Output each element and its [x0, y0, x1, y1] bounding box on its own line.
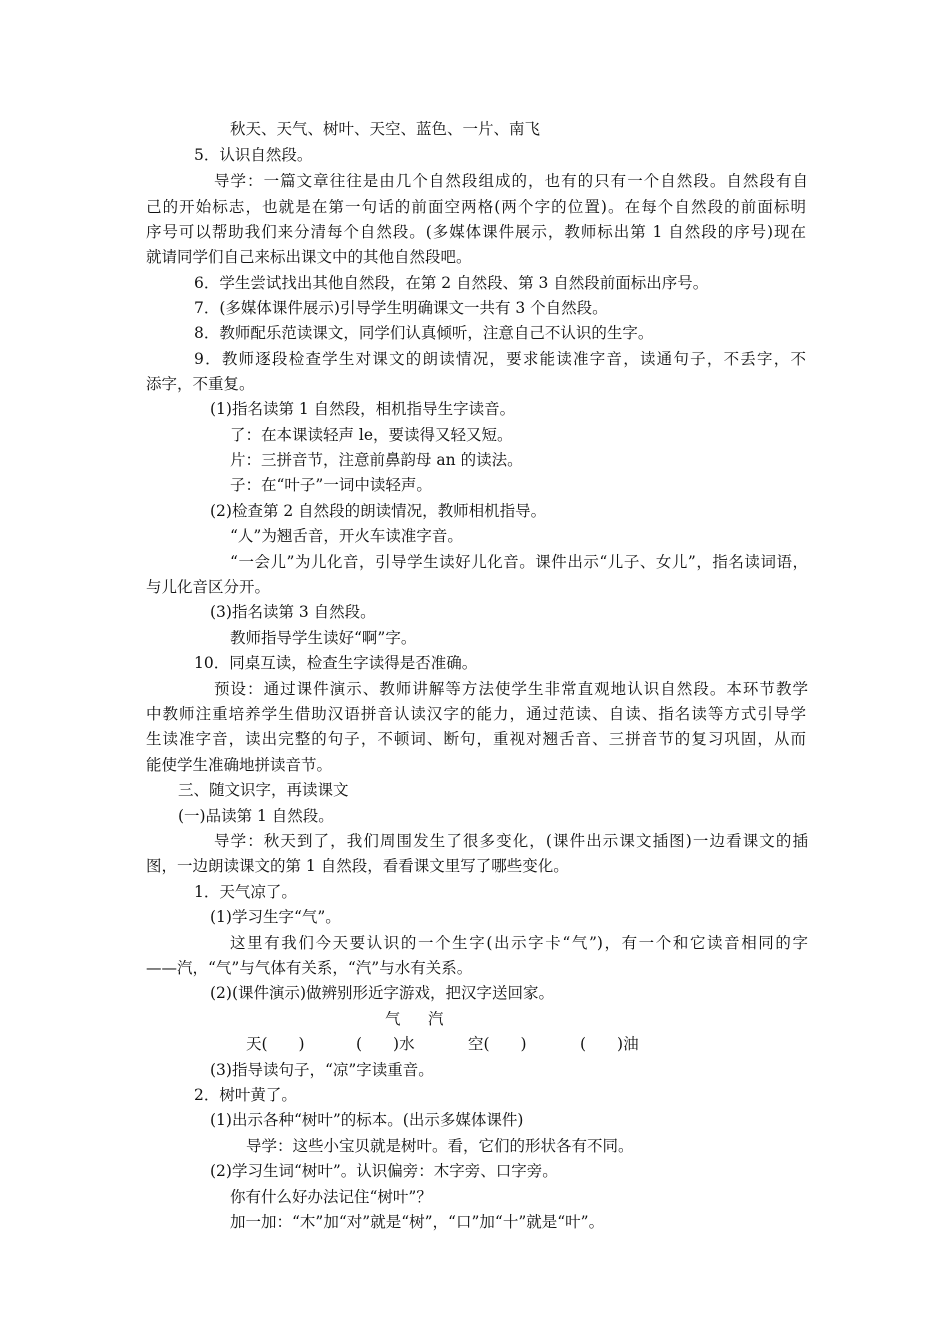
note-line: 了：在本课读轻声 le，要读得又轻又短。 — [230, 426, 513, 444]
step-1: 1．天气凉了。 — [194, 883, 297, 901]
sub-item: (2)检查第 2 自然段的朗读情况，教师相机指导。 — [210, 502, 547, 520]
game-blank: 空( ) — [468, 1035, 527, 1053]
step-8: 8．教师配乐范读课文，同学们认真倾听，注意自己不认识的生字。 — [194, 324, 654, 342]
game-blank: ( )水 — [356, 1035, 415, 1053]
note-line: 你有什么好办法记住“树叶”？ — [230, 1188, 432, 1206]
guide-line: 图，一边朗读课文的第 1 自然段，看看课文里写了哪些变化。 — [146, 857, 569, 875]
note-line: 导学：这些小宝贝就是树叶。看，它们的形状各有不同。 — [246, 1137, 634, 1155]
paragraph-line: 导学：一篇文章往往是由几个自然段组成的，也有的只有一个自然段。自然段有自 — [214, 172, 808, 190]
preset-line: 预设：通过课件演示、教师讲解等方法使学生非常直观地认识自然段。本环节教学 — [214, 680, 808, 698]
guide-line: 导学：秋天到了，我们周围发生了很多变化，(课件出示课文插图)一边看课文的插 — [214, 832, 808, 850]
note-line: 片：三拼音节，注意前鼻韵母 an 的读法。 — [230, 451, 523, 469]
preset-line: 能使学生准确地拼读音节。 — [146, 756, 333, 774]
sub-item: (3)指名读第 3 自然段。 — [210, 603, 376, 621]
note-line: 这里有我们今天要认识的一个生字(出示字卡“气”)，有一个和它读音相同的字 — [230, 934, 808, 952]
paragraph-line: 己的开始标志，也就是在第一句话的前面空两格(两个字的位置)。在每个自然段的前面标明 — [146, 198, 806, 216]
vocab-line: 秋天、天气、树叶、天空、蓝色、一片、南飞 — [230, 120, 541, 138]
step-7: 7．(多媒体课件展示)引导学生明确课文一共有 3 个自然段。 — [194, 299, 608, 317]
sub-item: (1)学习生字“气”。 — [210, 908, 341, 926]
note-line: “一会儿”为儿化音，引导学生读好儿化音。课件出示“儿子、女儿”，指名读词语， — [230, 553, 808, 571]
note-line: 加一加：“木”加“对”就是“树”，“口”加“十”就是“叶”。 — [230, 1213, 605, 1231]
step-2: 2．树叶黄了。 — [194, 1086, 297, 1104]
section-heading: 三、随文识字，再读课文 — [178, 781, 349, 799]
paragraph-line: 序号可以帮助我们来分清每个自然段。(多媒体课件展示，教师标出第 1 自然段的序号)现在 — [146, 223, 806, 241]
preset-line: 生读准字音，读出完整的句子，不顿词、断句，重视对翘舌音、三拼音节的复习巩固，从而 — [146, 730, 806, 748]
step-6: 6．学生尝试找出其他自然段，在第 2 自然段、第 3 自然段前面标出序号。 — [194, 274, 709, 292]
game-blank: ( )油 — [580, 1035, 639, 1053]
game-char-qi-steam: 汽 — [428, 1010, 444, 1028]
sub-item: (2)学习生词“树叶”。认识偏旁：木字旁、口字旁。 — [210, 1162, 558, 1180]
preset-line: 中教师注重培养学生借助汉语拼音认读汉字的能力，通过范读、自读、指名读等方式引导学 — [146, 705, 806, 723]
game-blank: 天( ) — [246, 1035, 305, 1053]
sub-item: (1)出示各种“树叶”的标本。(出示多媒体课件) — [210, 1111, 524, 1129]
sub-item: (1)指名读第 1 自然段，相机指导生字读音。 — [210, 400, 516, 418]
note-line: “人”为翘舌音，开火车读准字音。 — [230, 527, 463, 545]
note-line: 子：在“叶子”一词中读轻声。 — [230, 476, 432, 494]
note-line: 教师指导学生读好“啊”字。 — [230, 629, 417, 647]
paragraph-line: 与儿化音区分开。 — [146, 578, 271, 596]
step-10: 10．同桌互读，检查生字读得是否准确。 — [194, 654, 478, 672]
game-char-qi: 气 — [385, 1010, 401, 1028]
step-5: 5．认识自然段。 — [194, 146, 313, 164]
sub-item: (3)指导读句子，“凉”字读重音。 — [210, 1061, 434, 1079]
step-9: 9．教师逐段检查学生对课文的朗读情况，要求能读准字音，读通句子，不丢字，不 — [194, 350, 806, 368]
paragraph-line: 添字，不重复。 — [146, 375, 255, 393]
sub-heading: (一)品读第 1 自然段。 — [178, 807, 334, 825]
paragraph-line: 就请同学们自己来标出课文中的其他自然段吧。 — [146, 248, 472, 266]
note-line: ——汽，“气”与气体有关系，“汽”与水有关系。 — [146, 959, 473, 977]
sub-item: (2)(课件演示)做辨别形近字游戏，把汉字送回家。 — [210, 984, 555, 1002]
